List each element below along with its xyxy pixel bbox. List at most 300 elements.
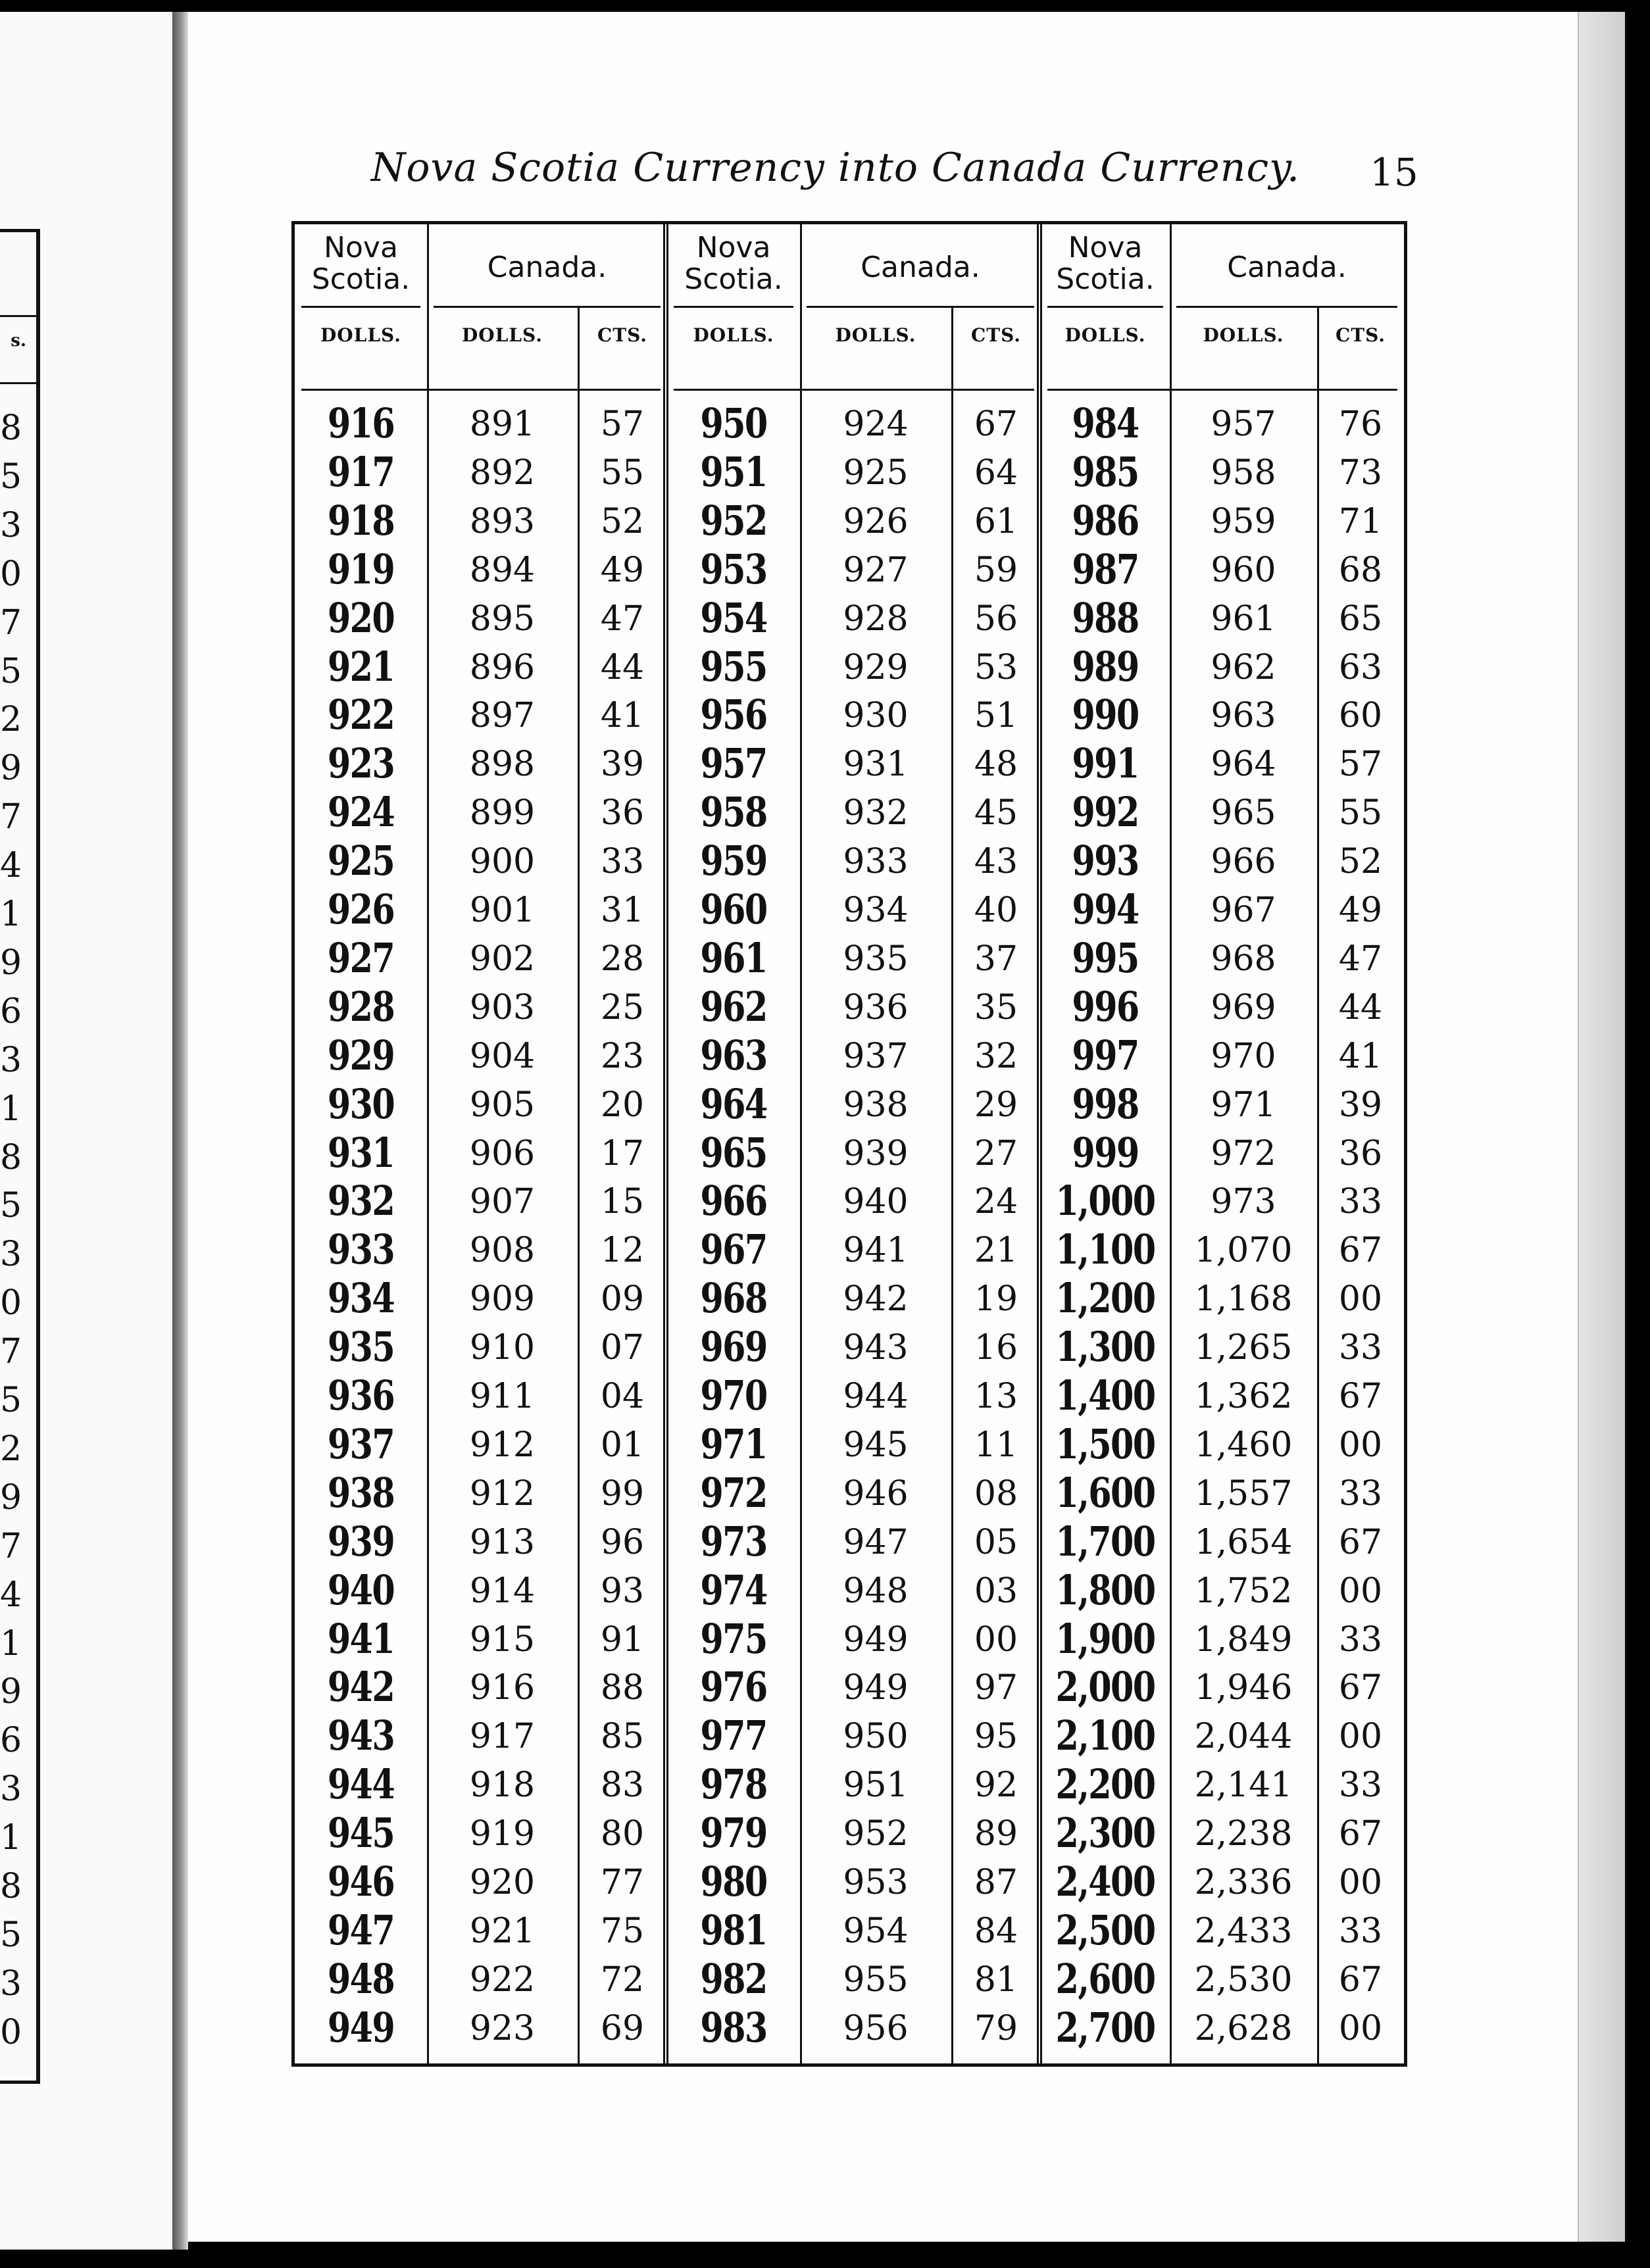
canada-cents: 33	[1338, 1765, 1383, 1806]
nova-scotia-dollars: 950	[700, 399, 767, 447]
nova-scotia-dollars: 997	[1072, 1031, 1139, 1079]
nova-scotia-dollars: 946	[327, 1858, 395, 1906]
facing-page-fragment	[0, 12, 175, 2250]
canada-cents: 13	[974, 1377, 1018, 1416]
nova-scotia-dollars: 999	[1072, 1128, 1139, 1177]
nova-scotia-dollars: 921	[327, 642, 395, 691]
facing-header-rule	[0, 315, 36, 317]
canada-dollars: 928	[843, 599, 909, 639]
header-nova-scotia: Nova Scotia.	[1056, 231, 1155, 296]
canada-dollars: 954	[843, 1911, 909, 1951]
canada-cents: 96	[600, 1522, 645, 1562]
nova-scotia-dollars: 1,500	[1055, 1419, 1155, 1468]
canada-dollars: 972	[1211, 1133, 1276, 1173]
canada-dollars: 949	[843, 1668, 909, 1708]
canada-dollars: 2,628	[1194, 2008, 1293, 2048]
header-rule	[1047, 306, 1163, 308]
nova-scotia-dollars: 919	[327, 545, 395, 593]
nova-scotia-dollars: 953	[700, 545, 767, 593]
canada-dollars: 930	[843, 696, 909, 736]
nova-scotia-dollars: 973	[700, 1517, 767, 1565]
nova-scotia-dollars: 994	[1072, 885, 1139, 933]
facing-header-rule	[0, 382, 36, 384]
facing-cents-value: 9	[0, 943, 22, 983]
facing-cents-value: 1	[0, 1089, 22, 1129]
canada-cents: 43	[974, 842, 1018, 882]
canada-cents: 44	[1338, 987, 1383, 1027]
nova-scotia-dollars: 959	[700, 837, 767, 885]
nova-scotia-dollars: 990	[1072, 691, 1139, 739]
canada-cents: 35	[974, 987, 1018, 1027]
canada-cents: 41	[1338, 1036, 1383, 1076]
facing-cents-value: 5	[0, 1915, 22, 1955]
facing-cents-value: 0	[0, 2012, 22, 2052]
header-unit-cts: CTS.	[597, 324, 648, 346]
canada-cents: 68	[1338, 550, 1383, 590]
canada-dollars: 970	[1211, 1036, 1276, 1076]
canada-cents: 76	[1338, 405, 1383, 444]
nova-scotia-dollars: 939	[327, 1517, 395, 1565]
header-canada: Canada.	[861, 251, 980, 284]
facing-cents-value: 6	[0, 991, 22, 1031]
canada-dollars: 950	[843, 1717, 909, 1757]
canada-cents: 71	[1338, 501, 1383, 541]
nova-scotia-dollars: 989	[1072, 642, 1139, 691]
nova-scotia-dollars: 934	[327, 1274, 395, 1323]
nova-scotia-dollars: 945	[327, 1809, 395, 1858]
canada-cents: 16	[974, 1328, 1018, 1368]
header-canada: Canada.	[487, 251, 607, 284]
header-unit-dolls: DOLLS.	[320, 324, 402, 346]
canada-dollars: 917	[469, 1717, 536, 1757]
column-rule	[666, 224, 668, 2063]
canada-cents: 36	[600, 793, 645, 833]
canada-cents: 87	[974, 1863, 1018, 1902]
canada-dollars: 973	[1211, 1182, 1276, 1222]
canada-cents: 45	[974, 793, 1018, 833]
canada-cents: 12	[600, 1231, 645, 1271]
canada-dollars: 942	[843, 1279, 909, 1319]
canada-dollars: 892	[469, 453, 536, 493]
canada-dollars: 920	[469, 1863, 536, 1902]
canada-dollars: 962	[1211, 647, 1276, 687]
header-nova-scotia: Nova Scotia.	[684, 231, 783, 296]
nova-scotia-dollars: 995	[1072, 933, 1139, 982]
facing-cents-value: 9	[0, 1672, 22, 1712]
facing-cents-value: 9	[0, 749, 22, 789]
canada-cents: 57	[1338, 745, 1383, 785]
nova-scotia-dollars: 978	[700, 1760, 767, 1809]
canada-cents: 59	[974, 550, 1018, 590]
canada-cents: 33	[1338, 1328, 1383, 1368]
canada-dollars: 901	[469, 891, 536, 930]
nova-scotia-dollars: 917	[327, 447, 395, 496]
canada-dollars: 958	[1211, 453, 1276, 493]
canada-dollars: 896	[469, 647, 536, 687]
nova-scotia-dollars: 960	[700, 885, 767, 933]
header-rule	[807, 306, 1034, 308]
facing-cents-value: 7	[0, 797, 22, 837]
canada-dollars: 1,265	[1194, 1328, 1293, 1368]
canada-cents: 15	[600, 1182, 645, 1222]
canada-cents: 24	[974, 1182, 1018, 1222]
canada-dollars: 2,141	[1194, 1765, 1293, 1806]
nova-scotia-dollars: 924	[327, 788, 395, 837]
nova-scotia-dollars: 1,300	[1055, 1323, 1155, 1371]
canada-dollars: 915	[469, 1619, 536, 1660]
canada-cents: 88	[600, 1668, 645, 1708]
canada-cents: 33	[600, 842, 645, 882]
canada-dollars: 913	[469, 1522, 536, 1562]
canada-dollars: 933	[843, 842, 909, 882]
canada-dollars: 906	[469, 1133, 536, 1173]
canada-dollars: 912	[469, 1473, 536, 1514]
canada-cents: 47	[1338, 939, 1383, 979]
canada-dollars: 923	[469, 2008, 536, 2048]
header-canada: Canada.	[1227, 251, 1347, 284]
nova-scotia-dollars: 988	[1072, 593, 1139, 642]
canada-cents: 44	[600, 647, 645, 687]
header-rule	[1047, 389, 1397, 391]
canada-cents: 52	[1338, 842, 1383, 882]
nova-scotia-dollars: 1,800	[1055, 1565, 1155, 1614]
canada-cents: 73	[1338, 453, 1383, 493]
nova-scotia-dollars: 976	[700, 1663, 767, 1712]
canada-cents: 00	[1338, 1863, 1383, 1902]
canada-cents: 64	[974, 453, 1018, 493]
canada-cents: 92	[974, 1765, 1018, 1806]
nova-scotia-dollars: 957	[700, 739, 767, 788]
nova-scotia-dollars: 932	[327, 1177, 395, 1225]
canada-cents: 67	[1338, 1960, 1383, 2000]
header-unit-dolls: DOLLS.	[1064, 324, 1146, 346]
nova-scotia-dollars: 1,100	[1055, 1225, 1155, 1274]
conversion-table	[291, 221, 1407, 2067]
nova-scotia-dollars: 1,200	[1055, 1274, 1155, 1323]
canada-dollars: 1,070	[1194, 1231, 1293, 1271]
canada-dollars: 899	[469, 793, 536, 833]
nova-scotia-dollars: 927	[327, 933, 395, 982]
canada-cents: 89	[974, 1814, 1018, 1854]
canada-dollars: 944	[843, 1377, 909, 1416]
canada-cents: 37	[974, 939, 1018, 979]
nova-scotia-dollars: 942	[327, 1663, 395, 1712]
nova-scotia-dollars: 969	[700, 1323, 767, 1371]
canada-cents: 31	[600, 891, 645, 930]
canada-cents: 36	[1338, 1133, 1383, 1173]
facing-header-unit: s.	[11, 331, 26, 351]
canada-dollars: 932	[843, 793, 909, 833]
canada-cents: 09	[600, 1279, 645, 1319]
facing-cents-value: 5	[0, 456, 22, 497]
facing-cents-value: 7	[0, 603, 22, 643]
canada-cents: 57	[600, 405, 645, 444]
nova-scotia-dollars: 930	[327, 1079, 395, 1128]
canada-dollars: 949	[843, 1619, 909, 1660]
canada-dollars: 963	[1211, 696, 1276, 736]
canada-cents: 33	[1338, 1182, 1383, 1222]
nova-scotia-dollars: 981	[700, 1906, 767, 1954]
canada-dollars: 924	[843, 405, 909, 444]
facing-cents-value: 5	[0, 651, 22, 691]
canada-cents: 65	[1338, 599, 1383, 639]
nova-scotia-dollars: 2,700	[1055, 2003, 1155, 2052]
canada-dollars: 900	[469, 842, 536, 882]
nova-scotia-dollars: 933	[327, 1225, 395, 1274]
canada-dollars: 902	[469, 939, 536, 979]
facing-cents-value: 0	[0, 1283, 22, 1323]
canada-dollars: 953	[843, 1863, 909, 1902]
header-rule	[301, 306, 420, 308]
canada-dollars: 1,460	[1194, 1425, 1293, 1465]
canada-cents: 91	[600, 1619, 645, 1660]
header-rule	[674, 389, 1034, 391]
canada-cents: 60	[1338, 696, 1383, 736]
nova-scotia-dollars: 916	[327, 399, 395, 447]
canada-cents: 81	[974, 1960, 1018, 2000]
canada-cents: 49	[600, 550, 645, 590]
nova-scotia-dollars: 971	[700, 1419, 767, 1468]
header-unit-dolls: DOLLS.	[461, 324, 543, 346]
canada-dollars: 908	[469, 1231, 536, 1271]
facing-cents-value: 2	[0, 1429, 22, 1469]
canada-dollars: 921	[469, 1911, 536, 1951]
nova-scotia-dollars: 923	[327, 739, 395, 788]
canada-dollars: 918	[469, 1765, 536, 1806]
canada-dollars: 2,433	[1194, 1911, 1293, 1951]
page-edge	[1578, 12, 1625, 2242]
canada-dollars: 1,849	[1194, 1619, 1293, 1660]
nova-scotia-dollars: 958	[700, 788, 767, 837]
canada-dollars: 919	[469, 1814, 536, 1854]
column-rule	[1040, 224, 1042, 2063]
canada-cents: 00	[974, 1619, 1018, 1660]
nova-scotia-dollars: 944	[327, 1760, 395, 1809]
canada-dollars: 927	[843, 550, 909, 590]
canada-cents: 84	[974, 1911, 1018, 1951]
nova-scotia-dollars: 977	[700, 1712, 767, 1760]
nova-scotia-dollars: 992	[1072, 788, 1139, 837]
canada-cents: 27	[974, 1133, 1018, 1173]
canada-dollars: 964	[1211, 745, 1276, 785]
header-unit-dolls: DOLLS.	[835, 324, 916, 346]
nova-scotia-dollars: 966	[700, 1177, 767, 1225]
canada-dollars: 926	[843, 501, 909, 541]
facing-cents-value: 0	[0, 554, 22, 594]
nova-scotia-dollars: 987	[1072, 545, 1139, 593]
facing-page-table	[0, 229, 40, 2084]
canada-cents: 40	[974, 891, 1018, 930]
facing-cents-value: 5	[0, 1186, 22, 1226]
canada-cents: 61	[974, 501, 1018, 541]
canada-cents: 97	[974, 1668, 1018, 1708]
canada-cents: 08	[974, 1473, 1018, 1514]
canada-cents: 67	[1338, 1522, 1383, 1562]
canada-cents: 39	[600, 745, 645, 785]
canada-dollars: 891	[469, 405, 536, 444]
canada-dollars: 948	[843, 1571, 909, 1611]
facing-cents-value: 5	[0, 1381, 22, 1420]
facing-cents-value: 3	[0, 1040, 22, 1080]
facing-cents-value: 2	[0, 700, 22, 740]
canada-cents: 33	[1338, 1911, 1383, 1951]
canada-cents: 05	[974, 1522, 1018, 1562]
canada-cents: 25	[600, 987, 645, 1027]
nova-scotia-dollars: 2,100	[1055, 1712, 1155, 1760]
canada-dollars: 912	[469, 1425, 536, 1465]
canada-dollars: 897	[469, 696, 536, 736]
canada-dollars: 936	[843, 987, 909, 1027]
canada-cents: 23	[600, 1036, 645, 1076]
canada-cents: 00	[1338, 1717, 1383, 1757]
nova-scotia-dollars: 982	[700, 1954, 767, 2003]
nova-scotia-dollars: 975	[700, 1614, 767, 1663]
canada-cents: 52	[600, 501, 645, 541]
header-rule	[301, 389, 661, 391]
canada-dollars: 1,752	[1194, 1571, 1293, 1611]
canada-cents: 67	[974, 405, 1018, 444]
nova-scotia-dollars: 962	[700, 982, 767, 1031]
canada-cents: 48	[974, 745, 1018, 785]
canada-dollars: 961	[1211, 599, 1276, 639]
canada-dollars: 955	[843, 1960, 909, 2000]
nova-scotia-dollars: 952	[700, 496, 767, 545]
nova-scotia-dollars: 935	[327, 1323, 395, 1371]
canada-dollars: 940	[843, 1182, 909, 1222]
facing-cents-value: 3	[0, 1963, 22, 2004]
canada-dollars: 947	[843, 1522, 909, 1562]
canada-cents: 03	[974, 1571, 1018, 1611]
nova-scotia-dollars: 926	[327, 885, 395, 933]
nova-scotia-dollars: 974	[700, 1565, 767, 1614]
nova-scotia-dollars: 2,200	[1055, 1760, 1155, 1809]
canada-cents: 29	[974, 1085, 1018, 1125]
canada-dollars: 929	[843, 647, 909, 687]
canada-cents: 80	[600, 1814, 645, 1854]
canada-dollars: 966	[1211, 842, 1276, 882]
canada-dollars: 956	[843, 2008, 909, 2048]
nova-scotia-dollars: 954	[700, 593, 767, 642]
nova-scotia-dollars: 993	[1072, 837, 1139, 885]
nova-scotia-dollars: 1,600	[1055, 1468, 1155, 1517]
nova-scotia-dollars: 931	[327, 1128, 395, 1177]
nova-scotia-dollars: 998	[1072, 1079, 1139, 1128]
canada-dollars: 1,362	[1194, 1377, 1293, 1416]
nova-scotia-dollars: 965	[700, 1128, 767, 1177]
nova-scotia-dollars: 985	[1072, 447, 1139, 496]
canada-dollars: 1,654	[1194, 1522, 1293, 1562]
canada-dollars: 909	[469, 1279, 536, 1319]
canada-cents: 51	[974, 696, 1018, 736]
canada-cents: 83	[600, 1765, 645, 1806]
canada-dollars: 907	[469, 1182, 536, 1222]
canada-dollars: 903	[469, 987, 536, 1027]
facing-cents-value: 9	[0, 1477, 22, 1517]
facing-cents-value: 3	[0, 505, 22, 545]
facing-cents-value: 8	[0, 1867, 22, 1906]
canada-dollars: 967	[1211, 891, 1276, 930]
canada-dollars: 1,946	[1194, 1668, 1293, 1708]
nova-scotia-dollars: 940	[327, 1565, 395, 1614]
nova-scotia-dollars: 1,700	[1055, 1517, 1155, 1565]
nova-scotia-dollars: 964	[700, 1079, 767, 1128]
canada-cents: 69	[600, 2008, 645, 2048]
canada-cents: 47	[600, 599, 645, 639]
canada-dollars: 959	[1211, 501, 1276, 541]
nova-scotia-dollars: 948	[327, 1954, 395, 2003]
header-unit-cts: CTS.	[970, 324, 1022, 346]
canada-cents: 07	[600, 1328, 645, 1368]
canada-dollars: 898	[469, 745, 536, 785]
canada-dollars: 952	[843, 1814, 909, 1854]
header-unit-dolls: DOLLS.	[693, 324, 774, 346]
nova-scotia-dollars: 938	[327, 1468, 395, 1517]
nova-scotia-dollars: 920	[327, 593, 395, 642]
canada-dollars: 935	[843, 939, 909, 979]
nova-scotia-dollars: 970	[700, 1371, 767, 1419]
header-nova-scotia: Nova Scotia.	[311, 231, 411, 296]
canada-dollars: 968	[1211, 939, 1276, 979]
canada-dollars: 2,044	[1194, 1717, 1293, 1757]
canada-cents: 79	[974, 2008, 1018, 2048]
canada-cents: 20	[600, 1085, 645, 1125]
nova-scotia-dollars: 1,900	[1055, 1614, 1155, 1663]
facing-cents-value: 1	[0, 895, 22, 934]
canada-dollars: 946	[843, 1473, 909, 1514]
canada-cents: 67	[1338, 1814, 1383, 1854]
facing-cents-value: 4	[0, 1575, 22, 1615]
canada-cents: 55	[1338, 793, 1383, 833]
nova-scotia-dollars: 968	[700, 1274, 767, 1323]
nova-scotia-dollars: 2,300	[1055, 1809, 1155, 1858]
canada-dollars: 893	[469, 501, 536, 541]
nova-scotia-dollars: 996	[1072, 982, 1139, 1031]
canada-dollars: 1,557	[1194, 1473, 1293, 1514]
canada-dollars: 957	[1211, 405, 1276, 444]
nova-scotia-dollars: 972	[700, 1468, 767, 1517]
canada-dollars: 911	[469, 1377, 536, 1416]
canada-cents: 41	[600, 696, 645, 736]
canada-cents: 67	[1338, 1377, 1383, 1416]
canada-cents: 04	[600, 1377, 645, 1416]
nova-scotia-dollars: 963	[700, 1031, 767, 1079]
facing-cents-value: 7	[0, 1526, 22, 1566]
nova-scotia-dollars: 937	[327, 1419, 395, 1468]
canada-cents: 28	[600, 939, 645, 979]
facing-cents-value: 3	[0, 1235, 22, 1275]
canada-cents: 19	[974, 1279, 1018, 1319]
canada-dollars: 916	[469, 1668, 536, 1708]
canada-dollars: 971	[1211, 1085, 1276, 1125]
canada-dollars: 969	[1211, 987, 1276, 1027]
nova-scotia-dollars: 980	[700, 1858, 767, 1906]
nova-scotia-dollars: 951	[700, 447, 767, 496]
nova-scotia-dollars: 979	[700, 1809, 767, 1858]
nova-scotia-dollars: 928	[327, 982, 395, 1031]
canada-dollars: 2,530	[1194, 1960, 1293, 2000]
nova-scotia-dollars: 986	[1072, 496, 1139, 545]
canada-cents: 93	[600, 1571, 645, 1611]
canada-dollars: 925	[843, 453, 909, 493]
header-unit-dolls: DOLLS.	[1203, 324, 1284, 346]
nova-scotia-dollars: 925	[327, 837, 395, 885]
header-rule	[434, 306, 661, 308]
facing-cents-value: 7	[0, 1332, 22, 1372]
canada-cents: 00	[1338, 1571, 1383, 1611]
nova-scotia-dollars: 991	[1072, 739, 1139, 788]
facing-cents-value: 1	[0, 1623, 22, 1664]
nova-scotia-dollars: 918	[327, 496, 395, 545]
